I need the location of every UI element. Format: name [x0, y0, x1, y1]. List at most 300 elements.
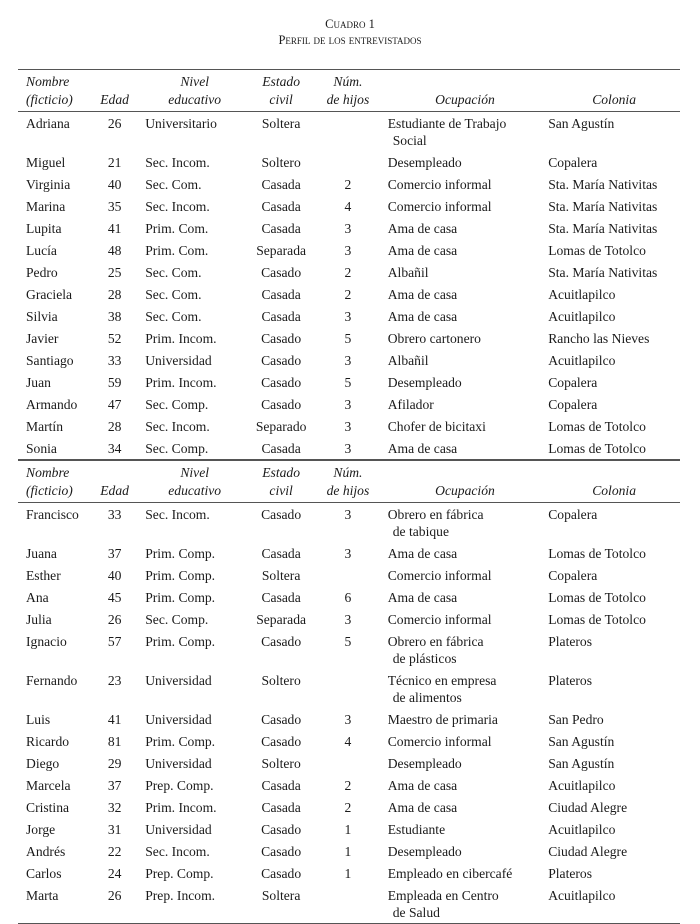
occupation-line-1: Ama de casa — [387, 440, 458, 456]
cell-children: 1 — [344, 843, 352, 859]
cell-colony: Copalera — [548, 374, 598, 390]
table-row — [18, 796, 680, 818]
cell-age: 25 — [107, 264, 122, 280]
cell-education: Prim. Comp. — [145, 733, 216, 749]
cell-occupation — [378, 393, 542, 415]
cell-colony: Lomas de Totolco — [548, 589, 646, 605]
occupation-line-2: Social — [392, 132, 427, 148]
table-row — [18, 752, 680, 774]
cell-civil-status: Soltera — [261, 115, 301, 131]
cell-colony: San Agustín — [548, 755, 615, 771]
cell-civil-status: Casado — [261, 865, 302, 881]
cell-occupation — [378, 608, 542, 630]
cell-name: Marcela — [26, 777, 71, 793]
cell-education: Prim. Comp. — [145, 567, 216, 583]
header-education-line-1: Nivel — [180, 465, 210, 480]
occupation-line-2: de tabique — [392, 523, 449, 539]
occupation-line-1: Estudiante de Trabajo — [387, 115, 507, 131]
cell-children: 3 — [344, 440, 352, 456]
cell-education: Sec. Comp. — [145, 611, 209, 627]
cell-children: 3 — [344, 506, 352, 522]
occupation-line-1: Comercio informal — [387, 611, 492, 627]
occupation-line-1: Ama de casa — [387, 799, 458, 815]
occupation-line-1: Albañil — [387, 352, 429, 368]
cell-name: Fernando — [26, 672, 78, 688]
cell-children — [318, 564, 378, 586]
cell-occupation — [378, 796, 542, 818]
cell-children: 2 — [344, 286, 352, 302]
table-row — [18, 112, 680, 152]
cell-colony: Lomas de Totolco — [548, 440, 646, 456]
table-row — [18, 862, 680, 884]
cell-colony: Ciudad Alegre — [548, 843, 628, 859]
cell-civil-status: Casado — [261, 352, 302, 368]
cell-name: Juana — [26, 545, 57, 561]
occupation-line-1: Ama de casa — [387, 286, 458, 302]
cell-name: Lucía — [26, 242, 57, 258]
cell-occupation — [378, 884, 542, 924]
occupation-line-1: Ama de casa — [387, 242, 458, 258]
occupation-line-1: Afilador — [387, 396, 434, 412]
header-civil-status — [244, 461, 318, 503]
cell-education: Prim. Incom. — [145, 374, 217, 390]
cell-education: Sec. Incom. — [145, 198, 210, 214]
cell-civil-status: Casado — [261, 264, 302, 280]
cell-civil-status: Separado — [255, 418, 307, 434]
cell-colony: Lomas de Totolco — [548, 545, 646, 561]
cell-name: Ana — [26, 589, 49, 605]
cell-age: 38 — [107, 308, 122, 324]
cell-civil-status: Soltero — [261, 672, 301, 688]
header-education — [137, 70, 244, 112]
table-row — [18, 305, 680, 327]
header-name-line-1: Nombre — [26, 465, 70, 480]
cell-civil-status: Soltera — [261, 887, 301, 903]
cell-education: Universidad — [145, 755, 212, 771]
cell-civil-status: Soltera — [261, 567, 301, 583]
occupation-line-1: Ama de casa — [387, 589, 458, 605]
cell-occupation — [378, 503, 542, 543]
cell-education: Sec. Incom. — [145, 418, 210, 434]
cell-civil-status: Casada — [261, 220, 301, 236]
table-row — [18, 608, 680, 630]
cell-name: Virginia — [26, 176, 71, 192]
occupation-line-1: Comercio informal — [387, 733, 492, 749]
table-row — [18, 261, 680, 283]
table-row — [18, 774, 680, 796]
cell-name: Lupita — [26, 220, 62, 236]
header-education-line-1: Nivel — [180, 74, 210, 89]
cell-age: 26 — [107, 887, 122, 903]
cell-name: Armando — [26, 396, 78, 412]
cell-name: Sonia — [26, 440, 57, 456]
cell-occupation — [378, 630, 542, 669]
cell-age: 57 — [107, 633, 122, 649]
header-colony — [542, 461, 680, 503]
cell-children: 3 — [344, 545, 352, 561]
header-children-line-1: Núm. — [333, 465, 363, 480]
occupation-line-1: Empleado en cibercafé — [387, 865, 513, 881]
profile-table-part-2 — [18, 460, 680, 924]
table-row — [18, 818, 680, 840]
cell-civil-status: Casada — [261, 308, 301, 324]
header-name-line-2: (ficticio) — [26, 92, 73, 107]
cell-civil-status: Casada — [261, 777, 301, 793]
cell-colony: Copalera — [548, 154, 598, 170]
header-education-line-2: educativo — [168, 483, 222, 498]
cell-education: Prep. Comp. — [145, 777, 214, 793]
cell-children: 2 — [344, 777, 352, 793]
cell-occupation — [378, 112, 542, 152]
cell-children: 3 — [344, 611, 352, 627]
occupation-line-1: Desempleado — [387, 755, 462, 771]
cell-name: Juan — [26, 374, 51, 390]
cell-colony: Acuitlapilco — [548, 777, 616, 793]
cell-civil-status: Casado — [261, 633, 302, 649]
header-name — [18, 461, 92, 503]
cell-colony: Acuitlapilco — [548, 286, 616, 302]
cell-children: 3 — [344, 711, 352, 727]
cell-education: Prim. Comp. — [145, 633, 216, 649]
cell-civil-status: Casado — [261, 843, 302, 859]
cell-occupation — [378, 239, 542, 261]
cell-children — [318, 112, 378, 152]
cell-children: 4 — [344, 198, 352, 214]
cell-colony: Acuitlapilco — [548, 308, 616, 324]
cell-occupation — [378, 708, 542, 730]
cell-occupation — [378, 327, 542, 349]
profile-table-part-1 — [18, 69, 680, 460]
cell-occupation — [378, 669, 542, 708]
header-age — [92, 461, 137, 503]
occupation-line-1: Obrero en fábrica — [387, 633, 484, 649]
cell-civil-status: Casada — [261, 176, 301, 192]
occupation-line-1: Comercio informal — [387, 567, 492, 583]
cell-civil-status: Separada — [256, 242, 307, 258]
table-row — [18, 669, 680, 708]
cell-civil-status: Casado — [261, 711, 302, 727]
cell-colony: Plateros — [548, 865, 592, 881]
cell-children: 4 — [344, 733, 352, 749]
header-colony-label: Colonia — [592, 92, 636, 107]
occupation-line-1: Chofer de bicitaxi — [387, 418, 486, 434]
cell-education: Sec. Com. — [145, 264, 202, 280]
cell-colony: Sta. María Nativitas — [548, 264, 658, 280]
cell-age: 52 — [107, 330, 122, 346]
cell-education: Universitario — [145, 115, 217, 131]
cell-colony: San Agustín — [548, 733, 615, 749]
table-row — [18, 371, 680, 393]
cell-civil-status: Casada — [261, 440, 301, 456]
cell-age: 26 — [107, 115, 122, 131]
cell-education: Sec. Comp. — [145, 440, 209, 456]
cell-occupation — [378, 283, 542, 305]
header-age-label: Edad — [100, 483, 129, 498]
cell-occupation — [378, 774, 542, 796]
cell-civil-status: Separada — [256, 611, 307, 627]
header-occupation — [378, 461, 542, 503]
table-row — [18, 730, 680, 752]
cell-name: Francisco — [26, 506, 79, 522]
header-civil-line-2: civil — [269, 483, 293, 498]
cell-education: Sec. Incom. — [145, 843, 210, 859]
header-colony — [542, 70, 680, 112]
cell-colony: Plateros — [548, 633, 592, 649]
cell-occupation — [378, 586, 542, 608]
cell-children: 3 — [344, 396, 352, 412]
occupation-line-1: Obrero en fábrica — [387, 506, 484, 522]
cell-education: Prim. Comp. — [145, 589, 216, 605]
cell-age: 21 — [107, 154, 122, 170]
cell-children: 2 — [344, 264, 352, 280]
table-row — [18, 239, 680, 261]
table-body — [18, 503, 680, 924]
cell-name: Cristina — [26, 799, 70, 815]
table-row — [18, 415, 680, 437]
table-row — [18, 542, 680, 564]
cell-name: Martín — [26, 418, 63, 434]
cell-name: Esther — [26, 567, 61, 583]
cell-education: Universidad — [145, 672, 212, 688]
cell-education: Prim. Com. — [145, 220, 209, 236]
cell-occupation — [378, 840, 542, 862]
cell-name: Miguel — [26, 154, 66, 170]
table-row — [18, 393, 680, 415]
cell-civil-status: Casado — [261, 374, 302, 390]
header-education — [137, 461, 244, 503]
table-header — [18, 461, 680, 503]
cell-education: Universidad — [145, 711, 212, 727]
cell-children: 1 — [344, 821, 352, 837]
cell-name: Andrés — [26, 843, 66, 859]
cell-occupation — [378, 730, 542, 752]
header-colony-label: Colonia — [592, 483, 636, 498]
cell-name: Santiago — [26, 352, 74, 368]
cell-children: 5 — [344, 633, 352, 649]
cell-children: 3 — [344, 220, 352, 236]
cell-education: Prep. Incom. — [145, 887, 216, 903]
cell-occupation — [378, 305, 542, 327]
cell-children: 2 — [344, 799, 352, 815]
cell-age: 47 — [107, 396, 122, 412]
cell-education: Sec. Com. — [145, 176, 202, 192]
cell-name: Jorge — [26, 821, 56, 837]
cell-colony: Sta. María Nativitas — [548, 220, 658, 236]
cell-civil-status: Soltero — [261, 755, 301, 771]
cell-colony: Copalera — [548, 567, 598, 583]
table-row — [18, 884, 680, 924]
cell-age: 81 — [107, 733, 122, 749]
cell-age: 37 — [107, 777, 122, 793]
cell-age: 33 — [107, 352, 122, 368]
occupation-line-2: de alimentos — [392, 689, 462, 705]
cell-age: 40 — [107, 567, 122, 583]
cell-name: Diego — [26, 755, 60, 771]
cell-name: Marta — [26, 887, 59, 903]
occupation-line-1: Albañil — [387, 264, 429, 280]
cell-name: Graciela — [26, 286, 73, 302]
cell-occupation — [378, 173, 542, 195]
occupation-line-1: Ama de casa — [387, 777, 458, 793]
cell-age: 26 — [107, 611, 122, 627]
cell-age: 59 — [107, 374, 122, 390]
cell-name: Javier — [26, 330, 59, 346]
cell-colony: Sta. María Nativitas — [548, 176, 658, 192]
table-row — [18, 283, 680, 305]
header-name — [18, 70, 92, 112]
occupation-line-1: Comercio informal — [387, 176, 492, 192]
cell-colony: Lomas de Totolco — [548, 242, 646, 258]
cell-education: Prim. Incom. — [145, 799, 217, 815]
header-occupation-label: Ocupación — [435, 92, 495, 107]
table-row — [18, 630, 680, 669]
header-name-line-1: Nombre — [26, 74, 70, 89]
occupation-line-1: Desempleado — [387, 843, 462, 859]
cell-colony: Plateros — [548, 672, 592, 688]
cell-age: 37 — [107, 545, 122, 561]
table-row — [18, 840, 680, 862]
cell-education: Prep. Comp. — [145, 865, 214, 881]
header-name-line-2: (ficticio) — [26, 483, 73, 498]
cell-children — [318, 151, 378, 173]
caption-label: Cuadro 1 — [325, 17, 375, 31]
cell-name: Pedro — [26, 264, 58, 280]
header-children — [318, 461, 378, 503]
cell-occupation — [378, 437, 542, 460]
table-row — [18, 586, 680, 608]
cell-civil-status: Casada — [261, 286, 301, 302]
cell-occupation — [378, 261, 542, 283]
cell-education: Universidad — [145, 821, 212, 837]
cell-education: Prim. Com. — [145, 242, 209, 258]
cell-age: 28 — [107, 418, 122, 434]
cell-colony: Copalera — [548, 396, 598, 412]
cell-colony: Sta. María Nativitas — [548, 198, 658, 214]
cell-children — [318, 884, 378, 924]
cell-occupation — [378, 151, 542, 173]
cell-age: 34 — [107, 440, 122, 456]
cell-children: 1 — [344, 865, 352, 881]
table-row — [18, 349, 680, 371]
header-civil-line-2: civil — [269, 92, 293, 107]
cell-age: 48 — [107, 242, 122, 258]
cell-education: Universidad — [145, 352, 212, 368]
table-row — [18, 195, 680, 217]
cell-occupation — [378, 564, 542, 586]
header-occupation — [378, 70, 542, 112]
occupation-line-1: Comercio informal — [387, 198, 492, 214]
header-civil-line-1: Estado — [262, 465, 300, 480]
cell-colony: Copalera — [548, 506, 598, 522]
cell-children: 3 — [344, 308, 352, 324]
occupation-line-1: Técnico en empresa — [387, 672, 497, 688]
cell-age: 32 — [107, 799, 122, 815]
table-header — [18, 70, 680, 112]
cell-children: 3 — [344, 418, 352, 434]
cell-civil-status: Casado — [261, 506, 302, 522]
cell-civil-status: Casado — [261, 733, 302, 749]
cell-children: 3 — [344, 242, 352, 258]
cell-education: Prim. Comp. — [145, 545, 216, 561]
cell-colony: Rancho las Nieves — [548, 330, 650, 346]
cell-civil-status: Casado — [261, 330, 302, 346]
cell-civil-status: Casado — [261, 821, 302, 837]
occupation-line-2: de plásticos — [392, 650, 457, 666]
cell-children: 3 — [344, 352, 352, 368]
cell-civil-status: Casada — [261, 545, 301, 561]
cell-occupation — [378, 818, 542, 840]
table-row — [18, 173, 680, 195]
cell-education: Sec. Com. — [145, 286, 202, 302]
cell-name: Silvia — [26, 308, 58, 324]
cell-age: 41 — [107, 220, 122, 236]
cell-civil-status: Casada — [261, 589, 301, 605]
cell-children — [318, 669, 378, 708]
cell-age: 33 — [107, 506, 122, 522]
table-row — [18, 564, 680, 586]
cell-civil-status: Casado — [261, 396, 302, 412]
header-children — [318, 70, 378, 112]
cell-age: 40 — [107, 176, 122, 192]
cell-colony: Lomas de Totolco — [548, 418, 646, 434]
cell-children: 6 — [344, 589, 352, 605]
cell-occupation — [378, 217, 542, 239]
cell-age: 29 — [107, 755, 122, 771]
header-children-line-1: Núm. — [333, 74, 363, 89]
header-civil-line-1: Estado — [262, 74, 300, 89]
occupation-line-1: Ama de casa — [387, 220, 458, 236]
table-row — [18, 708, 680, 730]
cell-age: 45 — [107, 589, 122, 605]
cell-occupation — [378, 415, 542, 437]
cell-colony: Acuitlapilco — [548, 887, 616, 903]
cell-age: 22 — [107, 843, 122, 859]
cell-civil-status: Casada — [261, 198, 301, 214]
cell-colony: San Pedro — [548, 711, 604, 727]
occupation-line-1: Estudiante — [387, 821, 446, 837]
header-occupation-label: Ocupación — [435, 483, 495, 498]
cell-children — [318, 752, 378, 774]
cell-education: Sec. Com. — [145, 308, 202, 324]
cell-children: 5 — [344, 330, 352, 346]
cell-children: 2 — [344, 176, 352, 192]
table-row — [18, 327, 680, 349]
caption-title: Perfil de los entrevistados — [278, 33, 422, 47]
cell-education: Sec. Incom. — [145, 154, 210, 170]
cell-age: 23 — [107, 672, 122, 688]
table-row — [18, 503, 680, 543]
header-civil-status — [244, 70, 318, 112]
cell-colony: Acuitlapilco — [548, 352, 616, 368]
cell-name: Carlos — [26, 865, 62, 881]
cell-colony: Lomas de Totolco — [548, 611, 646, 627]
cell-education: Sec. Incom. — [145, 506, 210, 522]
cell-name: Ricardo — [26, 733, 70, 749]
table-body — [18, 112, 680, 460]
cell-education: Prim. Incom. — [145, 330, 217, 346]
cell-name: Adriana — [26, 115, 70, 131]
cell-occupation — [378, 542, 542, 564]
occupation-line-1: Empleada en Centro — [387, 887, 499, 903]
cell-civil-status: Casada — [261, 799, 301, 815]
cell-occupation — [378, 752, 542, 774]
cell-name: Marina — [26, 198, 66, 214]
cell-occupation — [378, 862, 542, 884]
occupation-line-1: Ama de casa — [387, 545, 458, 561]
table-caption — [0, 0, 700, 48]
cell-name: Julia — [26, 611, 52, 627]
occupation-line-1: Desempleado — [387, 154, 462, 170]
